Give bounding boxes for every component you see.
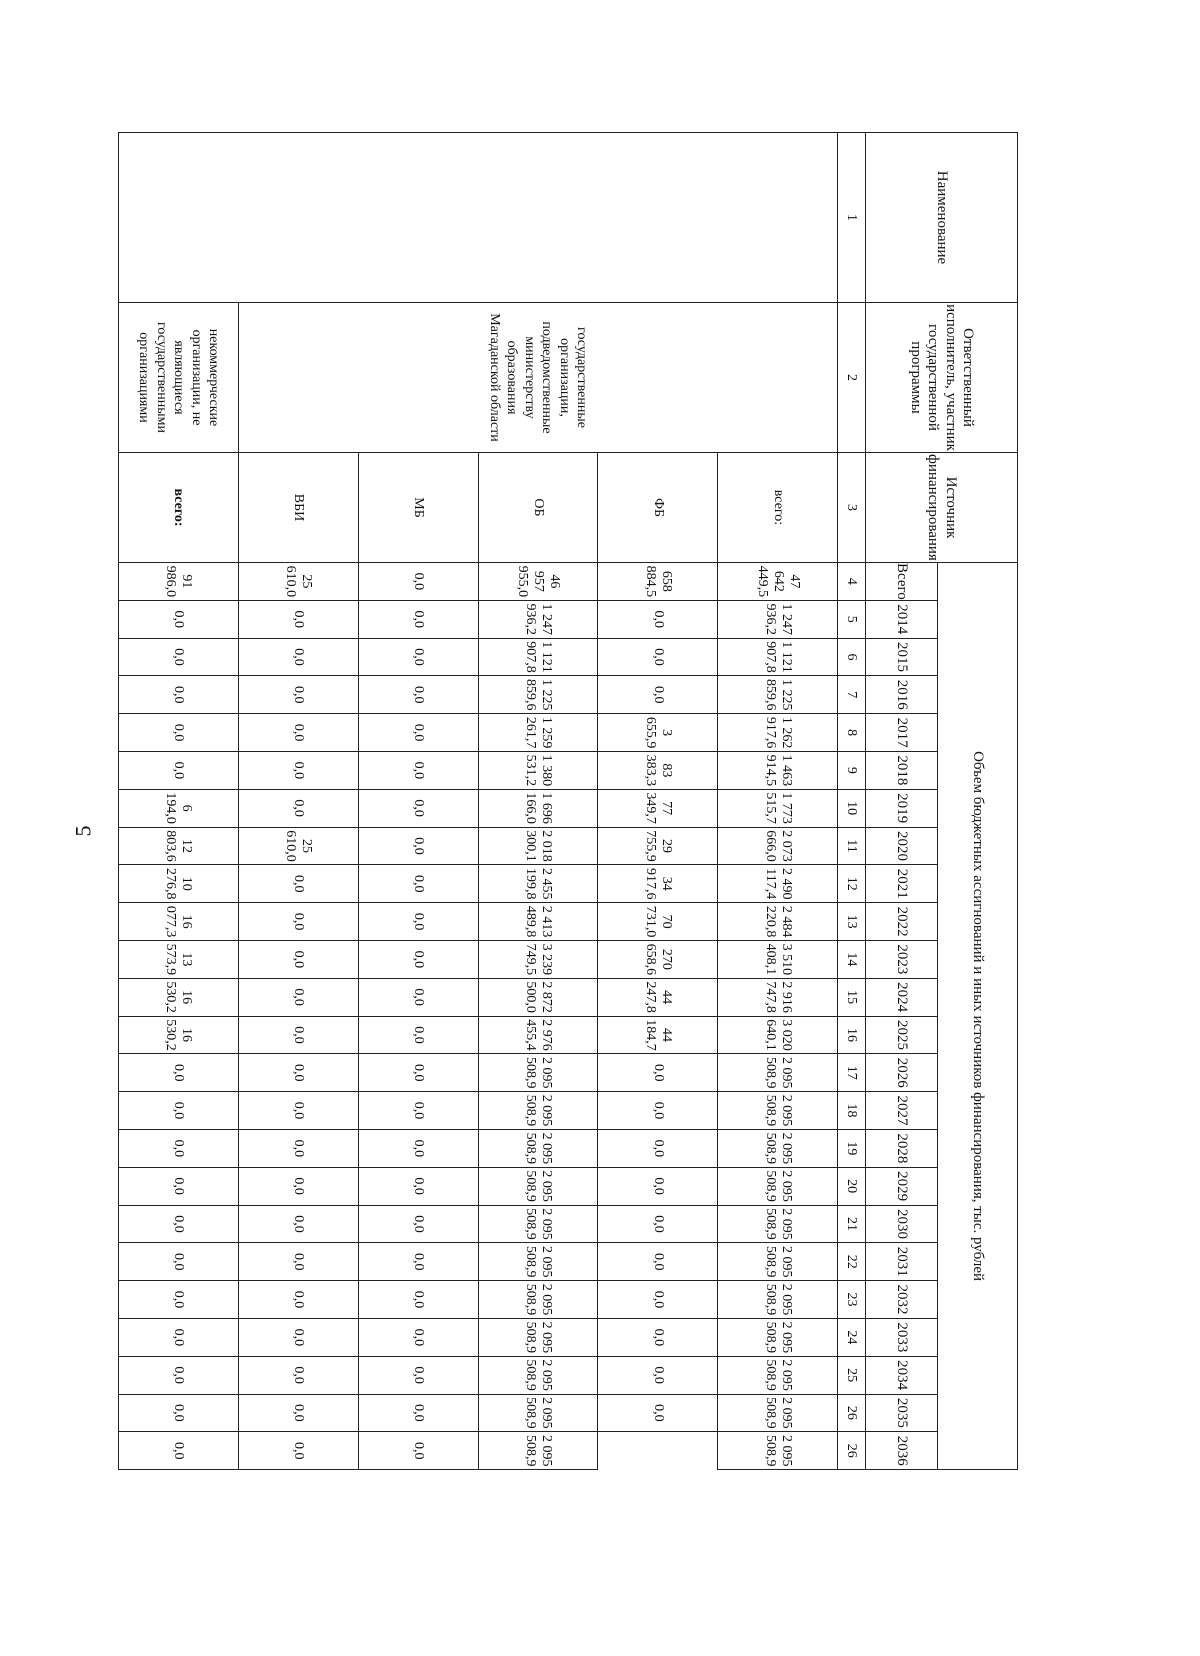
header-year-2025: 2025 [866, 1016, 938, 1054]
header-year-2021: 2021 [866, 865, 938, 903]
value-cell: 0,0 [238, 865, 358, 903]
value-cell: 0,0 [119, 638, 239, 676]
value-cell: 2 976 455,4 [478, 1016, 598, 1054]
column-index: 2 [838, 303, 866, 453]
value-cell: 1 262 917,6 [718, 714, 838, 752]
column-index: 19 [838, 1129, 866, 1167]
value-cell: 0,0 [598, 1356, 718, 1394]
value-cell: 6 194,0 [119, 789, 239, 827]
header-year-2015: 2015 [866, 638, 938, 676]
value-cell: 0,0 [119, 1129, 239, 1167]
header-total: Всего [866, 563, 938, 601]
value-cell: 0,0 [358, 1281, 478, 1319]
value-cell: 0,0 [119, 1394, 239, 1432]
header-year-2034: 2034 [866, 1356, 938, 1394]
value-cell: 0,0 [598, 1167, 718, 1205]
value-cell: 0,0 [598, 1205, 718, 1243]
value-cell: 0,0 [238, 1356, 358, 1394]
value-cell: 77 349,7 [598, 789, 718, 827]
value-cell: 0,0 [598, 1394, 718, 1432]
value-cell: 47 642 449,5 [718, 563, 838, 601]
value-cell: 0,0 [119, 714, 239, 752]
source-cell: всего: [119, 453, 239, 563]
value-cell: 0,0 [358, 1318, 478, 1356]
value-cell: 12 803,6 [119, 827, 239, 865]
value-cell: 3 510 408,1 [718, 940, 838, 978]
header-year-2019: 2019 [866, 789, 938, 827]
value-cell: 91 986,0 [119, 563, 239, 601]
value-cell: 0,0 [238, 1092, 358, 1130]
value-cell: 3 020 640,1 [718, 1016, 838, 1054]
value-cell: 2 484 220,8 [718, 903, 838, 941]
value-cell: 34 917,6 [598, 865, 718, 903]
value-cell: 0,0 [238, 1281, 358, 1319]
value-cell: 25 610,0 [238, 827, 358, 865]
value-cell: 2 916 747,8 [718, 978, 838, 1016]
source-cell: ОБ [478, 453, 598, 563]
value-cell: 0,0 [119, 1281, 239, 1319]
header-source: Источник финансирования [866, 453, 1018, 563]
column-index: 13 [838, 903, 866, 941]
value-cell: 2 095 508,9 [478, 1281, 598, 1319]
column-index: 21 [838, 1205, 866, 1243]
column-index: 7 [838, 676, 866, 714]
column-index: 18 [838, 1092, 866, 1130]
value-cell: 658 884,5 [598, 563, 718, 601]
value-cell: 0,0 [238, 751, 358, 789]
value-cell: 0,0 [358, 865, 478, 903]
value-cell: 10 276,8 [119, 865, 239, 903]
source-cell: ФБ [598, 453, 718, 563]
value-cell: 0,0 [358, 940, 478, 978]
value-cell: 2 095 508,9 [718, 1318, 838, 1356]
value-cell: 2 095 508,9 [478, 1394, 598, 1432]
value-cell: 2 095 508,9 [478, 1432, 598, 1470]
value-cell: 1 463 914,5 [718, 751, 838, 789]
header-year-2036: 2036 [866, 1432, 938, 1470]
value-cell: 0,0 [238, 1243, 358, 1281]
value-cell: 0,0 [358, 1394, 478, 1432]
value-cell: 0,0 [358, 751, 478, 789]
source-cell: МБ [358, 453, 478, 563]
value-cell: 2 095 508,9 [718, 1092, 838, 1130]
value-cell: 0,0 [238, 789, 358, 827]
header-name: Наименование [866, 133, 1018, 303]
header-year-2028: 2028 [866, 1129, 938, 1167]
value-cell: 0,0 [598, 600, 718, 638]
value-cell: 0,0 [598, 676, 718, 714]
value-cell: 1 247 936,2 [478, 600, 598, 638]
value-cell: 0,0 [238, 1054, 358, 1092]
value-cell: 0,0 [358, 638, 478, 676]
column-index: 22 [838, 1243, 866, 1281]
value-cell: 0,0 [358, 903, 478, 941]
value-cell: 70 731,0 [598, 903, 718, 941]
value-cell: 2 095 508,9 [478, 1243, 598, 1281]
value-cell: 0,0 [238, 1016, 358, 1054]
value-cell: 0,0 [358, 1167, 478, 1205]
value-cell: 0,0 [358, 978, 478, 1016]
column-index: 15 [838, 978, 866, 1016]
value-cell: 16 530,2 [119, 978, 239, 1016]
value-cell: 0,0 [358, 827, 478, 865]
header-year-2014: 2014 [866, 600, 938, 638]
value-cell: 0,0 [358, 789, 478, 827]
value-cell: 29 755,9 [598, 827, 718, 865]
column-index: 25 [838, 1356, 866, 1394]
value-cell: 1 773 515,7 [718, 789, 838, 827]
value-cell: 0,0 [598, 1318, 718, 1356]
header-year-2029: 2029 [866, 1167, 938, 1205]
value-cell: 2 095 508,9 [718, 1167, 838, 1205]
value-cell: 3 655,9 [598, 714, 718, 752]
value-cell: 0,0 [238, 1129, 358, 1167]
column-index: 16 [838, 1016, 866, 1054]
source-cell: ВБИ [238, 453, 358, 563]
value-cell: 0,0 [238, 1167, 358, 1205]
header-executor: Ответственный исполнитель, участник государственной программы [866, 303, 1018, 453]
value-cell: 0,0 [238, 1432, 358, 1470]
value-cell: 0,0 [598, 1054, 718, 1092]
financing-table [118, 132, 1018, 1508]
value-cell: 0,0 [358, 676, 478, 714]
column-index: 1 [838, 133, 866, 303]
column-index: 4 [838, 563, 866, 601]
column-index: 11 [838, 827, 866, 865]
value-cell: 0,0 [119, 1243, 239, 1281]
header-year-2030: 2030 [866, 1205, 938, 1243]
header-volume: Объем бюджетных ассигнований и иных источников финансирования, тыс. рублей [938, 563, 1018, 1470]
value-cell: 2 095 508,9 [718, 1356, 838, 1394]
value-cell: 0,0 [119, 676, 239, 714]
value-cell: 0,0 [598, 1243, 718, 1281]
value-cell: 2 095 508,9 [478, 1092, 598, 1130]
value-cell: 0,0 [358, 1356, 478, 1394]
column-index: 3 [838, 453, 866, 563]
value-cell: 0,0 [358, 714, 478, 752]
value-cell: 83 383,3 [598, 751, 718, 789]
value-cell: 0,0 [119, 1318, 239, 1356]
value-cell: 0,0 [598, 638, 718, 676]
value-cell: 0,0 [598, 1281, 718, 1319]
value-cell: 2 095 508,9 [478, 1054, 598, 1092]
value-cell: 44 247,8 [598, 978, 718, 1016]
header-year-2032: 2032 [866, 1281, 938, 1319]
value-cell: 2 095 508,9 [478, 1167, 598, 1205]
value-cell: 2 095 508,9 [478, 1356, 598, 1394]
executor-cell: некоммерческие организации, не являющиеся государственными организациями [119, 303, 239, 453]
value-cell: 0,0 [358, 563, 478, 601]
header-year-2018: 2018 [866, 751, 938, 789]
header-year-2031: 2031 [866, 1243, 938, 1281]
column-index: 24 [838, 1318, 866, 1356]
value-cell: 2 095 508,9 [478, 1205, 598, 1243]
value-cell: 2 872 500,0 [478, 978, 598, 1016]
value-cell: 13 573,9 [119, 940, 239, 978]
value-cell: 0,0 [358, 1432, 478, 1470]
value-cell: 0,0 [238, 638, 358, 676]
value-cell: 0,0 [358, 1092, 478, 1130]
column-index: 20 [838, 1167, 866, 1205]
value-cell: 16 077,3 [119, 903, 239, 941]
value-cell: 0,0 [238, 714, 358, 752]
column-index: 23 [838, 1281, 866, 1319]
value-cell: 0,0 [119, 1092, 239, 1130]
value-cell: 2 095 508,9 [718, 1394, 838, 1432]
value-cell: 0,0 [119, 1205, 239, 1243]
column-index: 26 [838, 1394, 866, 1432]
value-cell: 0,0 [119, 600, 239, 638]
value-cell: 0,0 [358, 600, 478, 638]
column-index: 26 [838, 1432, 866, 1470]
value-cell: 1 380 531,2 [478, 751, 598, 789]
table-row [718, 133, 838, 1508]
header-year-2020: 2020 [866, 827, 938, 865]
value-cell: 0,0 [238, 1205, 358, 1243]
header-year-2026: 2026 [866, 1054, 938, 1092]
value-cell: 46 957 955,0 [478, 563, 598, 601]
value-cell: 1 696 166,0 [478, 789, 598, 827]
value-cell: 2 095 508,9 [478, 1129, 598, 1167]
value-cell: 0,0 [119, 1054, 239, 1092]
value-cell: 0,0 [238, 978, 358, 1016]
value-cell: 0,0 [358, 1243, 478, 1281]
value-cell: 2 490 117,4 [718, 865, 838, 903]
value-cell: 2 095 508,9 [718, 1205, 838, 1243]
value-cell: 0,0 [598, 1092, 718, 1130]
value-cell: 0,0 [119, 751, 239, 789]
value-cell: 25 610,0 [238, 563, 358, 601]
value-cell: 0,0 [119, 1167, 239, 1205]
value-cell: 2 455 199,8 [478, 865, 598, 903]
header-year-2027: 2027 [866, 1092, 938, 1130]
name-cell [119, 133, 838, 303]
column-index: 6 [838, 638, 866, 676]
value-cell: 0,0 [238, 600, 358, 638]
value-cell: 2 095 508,9 [718, 1281, 838, 1319]
value-cell: 0,0 [358, 1054, 478, 1092]
value-cell: 2 095 508,9 [718, 1432, 838, 1470]
header-year-2016: 2016 [866, 676, 938, 714]
column-index: 9 [838, 751, 866, 789]
value-cell: 44 184,7 [598, 1016, 718, 1054]
rotated-table-wrapper [118, 132, 1018, 1508]
value-cell: 2 073 666,0 [718, 827, 838, 865]
value-cell: 16 530,2 [119, 1016, 239, 1054]
value-cell: 2 095 508,9 [478, 1318, 598, 1356]
value-cell: 270 658,6 [598, 940, 718, 978]
value-cell: 1 121 907,8 [478, 638, 598, 676]
column-index: 17 [838, 1054, 866, 1092]
column-index: 5 [838, 600, 866, 638]
value-cell: 0,0 [358, 1205, 478, 1243]
value-cell: 0,0 [358, 1129, 478, 1167]
value-cell: 3 239 749,5 [478, 940, 598, 978]
column-index: 14 [838, 940, 866, 978]
table-row [119, 133, 239, 1508]
column-index: 8 [838, 714, 866, 752]
value-cell: 0,0 [119, 1356, 239, 1394]
value-cell: 0,0 [238, 1318, 358, 1356]
header-year-2022: 2022 [866, 903, 938, 941]
header-year-2023: 2023 [866, 940, 938, 978]
column-index: 12 [838, 865, 866, 903]
executor-cell: государственные организации, подведомственные министерству образования Магаданской области [238, 303, 837, 453]
value-cell: 1 225 859,6 [718, 676, 838, 714]
value-cell: 0,0 [238, 676, 358, 714]
value-cell: 1 121 907,8 [718, 638, 838, 676]
value-cell: 0,0 [119, 1432, 239, 1470]
header-year-2017: 2017 [866, 714, 938, 752]
source-cell: всего: [718, 453, 838, 563]
value-cell: 2 095 508,9 [718, 1243, 838, 1281]
page-number: 5 [70, 825, 96, 837]
value-cell: 2 018 300,1 [478, 827, 598, 865]
value-cell: 0,0 [358, 1016, 478, 1054]
column-index: 10 [838, 789, 866, 827]
value-cell: 2 095 508,9 [718, 1129, 838, 1167]
value-cell: 0,0 [238, 903, 358, 941]
value-cell: 1 225 859,6 [478, 676, 598, 714]
header-year-2024: 2024 [866, 978, 938, 1016]
value-cell: 1 247 936,2 [718, 600, 838, 638]
header-year-2035: 2035 [866, 1394, 938, 1432]
value-cell: 0,0 [598, 1129, 718, 1167]
value-cell: 2 413 489,8 [478, 903, 598, 941]
value-cell: 0,0 [238, 1394, 358, 1432]
value-cell: 0,0 [238, 940, 358, 978]
header-year-2033: 2033 [866, 1318, 938, 1356]
value-cell: 1 259 261,7 [478, 714, 598, 752]
value-cell: 2 095 508,9 [718, 1054, 838, 1092]
